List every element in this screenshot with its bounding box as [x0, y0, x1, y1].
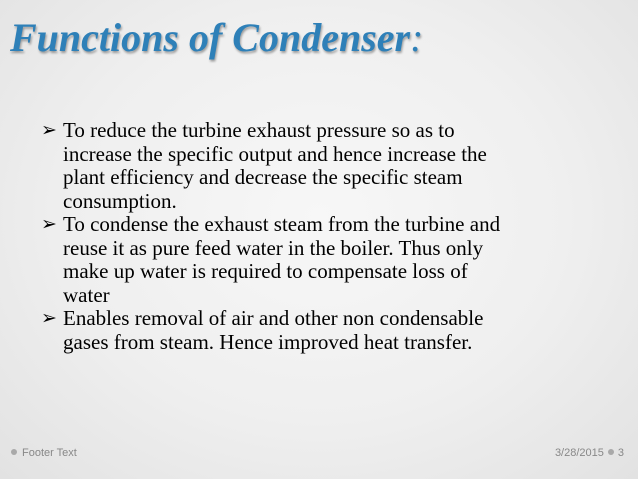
- footer-dot-icon: [608, 449, 614, 455]
- bullet-item: [41, 213, 601, 307]
- footer-right: [555, 447, 624, 459]
- bullet-line: water: [63, 282, 110, 307]
- footer-left: [11, 447, 77, 459]
- bullet-line: gases from steam. Hence improved heat transfer.: [63, 329, 473, 354]
- slide-title-colon: :: [410, 15, 424, 60]
- bullet-item: [41, 119, 601, 213]
- bullet-line: Enables removal of air and other non condensable: [63, 306, 484, 330]
- bullet-line: consumption.: [63, 188, 177, 213]
- slide-title: [10, 15, 423, 61]
- bullet-list: [41, 119, 601, 354]
- bullet-line: To condense the exhaust steam from the turbine and: [63, 212, 501, 236]
- page-number: 3: [617, 447, 624, 459]
- arrow-bullet-icon: ➢: [41, 308, 57, 329]
- footer-dot-icon: [11, 449, 17, 455]
- slide-title-text: Functions of Condenser: [10, 15, 411, 60]
- bullet-line: plant efficiency and decrease the specific steam: [63, 165, 463, 189]
- footer-text: Footer Text: [22, 447, 77, 459]
- arrow-bullet-icon: ➢: [41, 120, 57, 141]
- bullet-line: To reduce the turbine exhaust pressure so as to: [63, 118, 455, 142]
- bullet-item: [41, 307, 601, 354]
- bullet-line: increase the specific output and hence increase the: [63, 141, 487, 166]
- bullet-line: make up water is required to compensate loss of: [63, 259, 468, 283]
- bullet-line: reuse it as pure feed water in the boiler. Thus only: [63, 235, 484, 260]
- arrow-bullet-icon: ➢: [41, 214, 57, 235]
- footer-date: 3/28/2015: [554, 447, 604, 459]
